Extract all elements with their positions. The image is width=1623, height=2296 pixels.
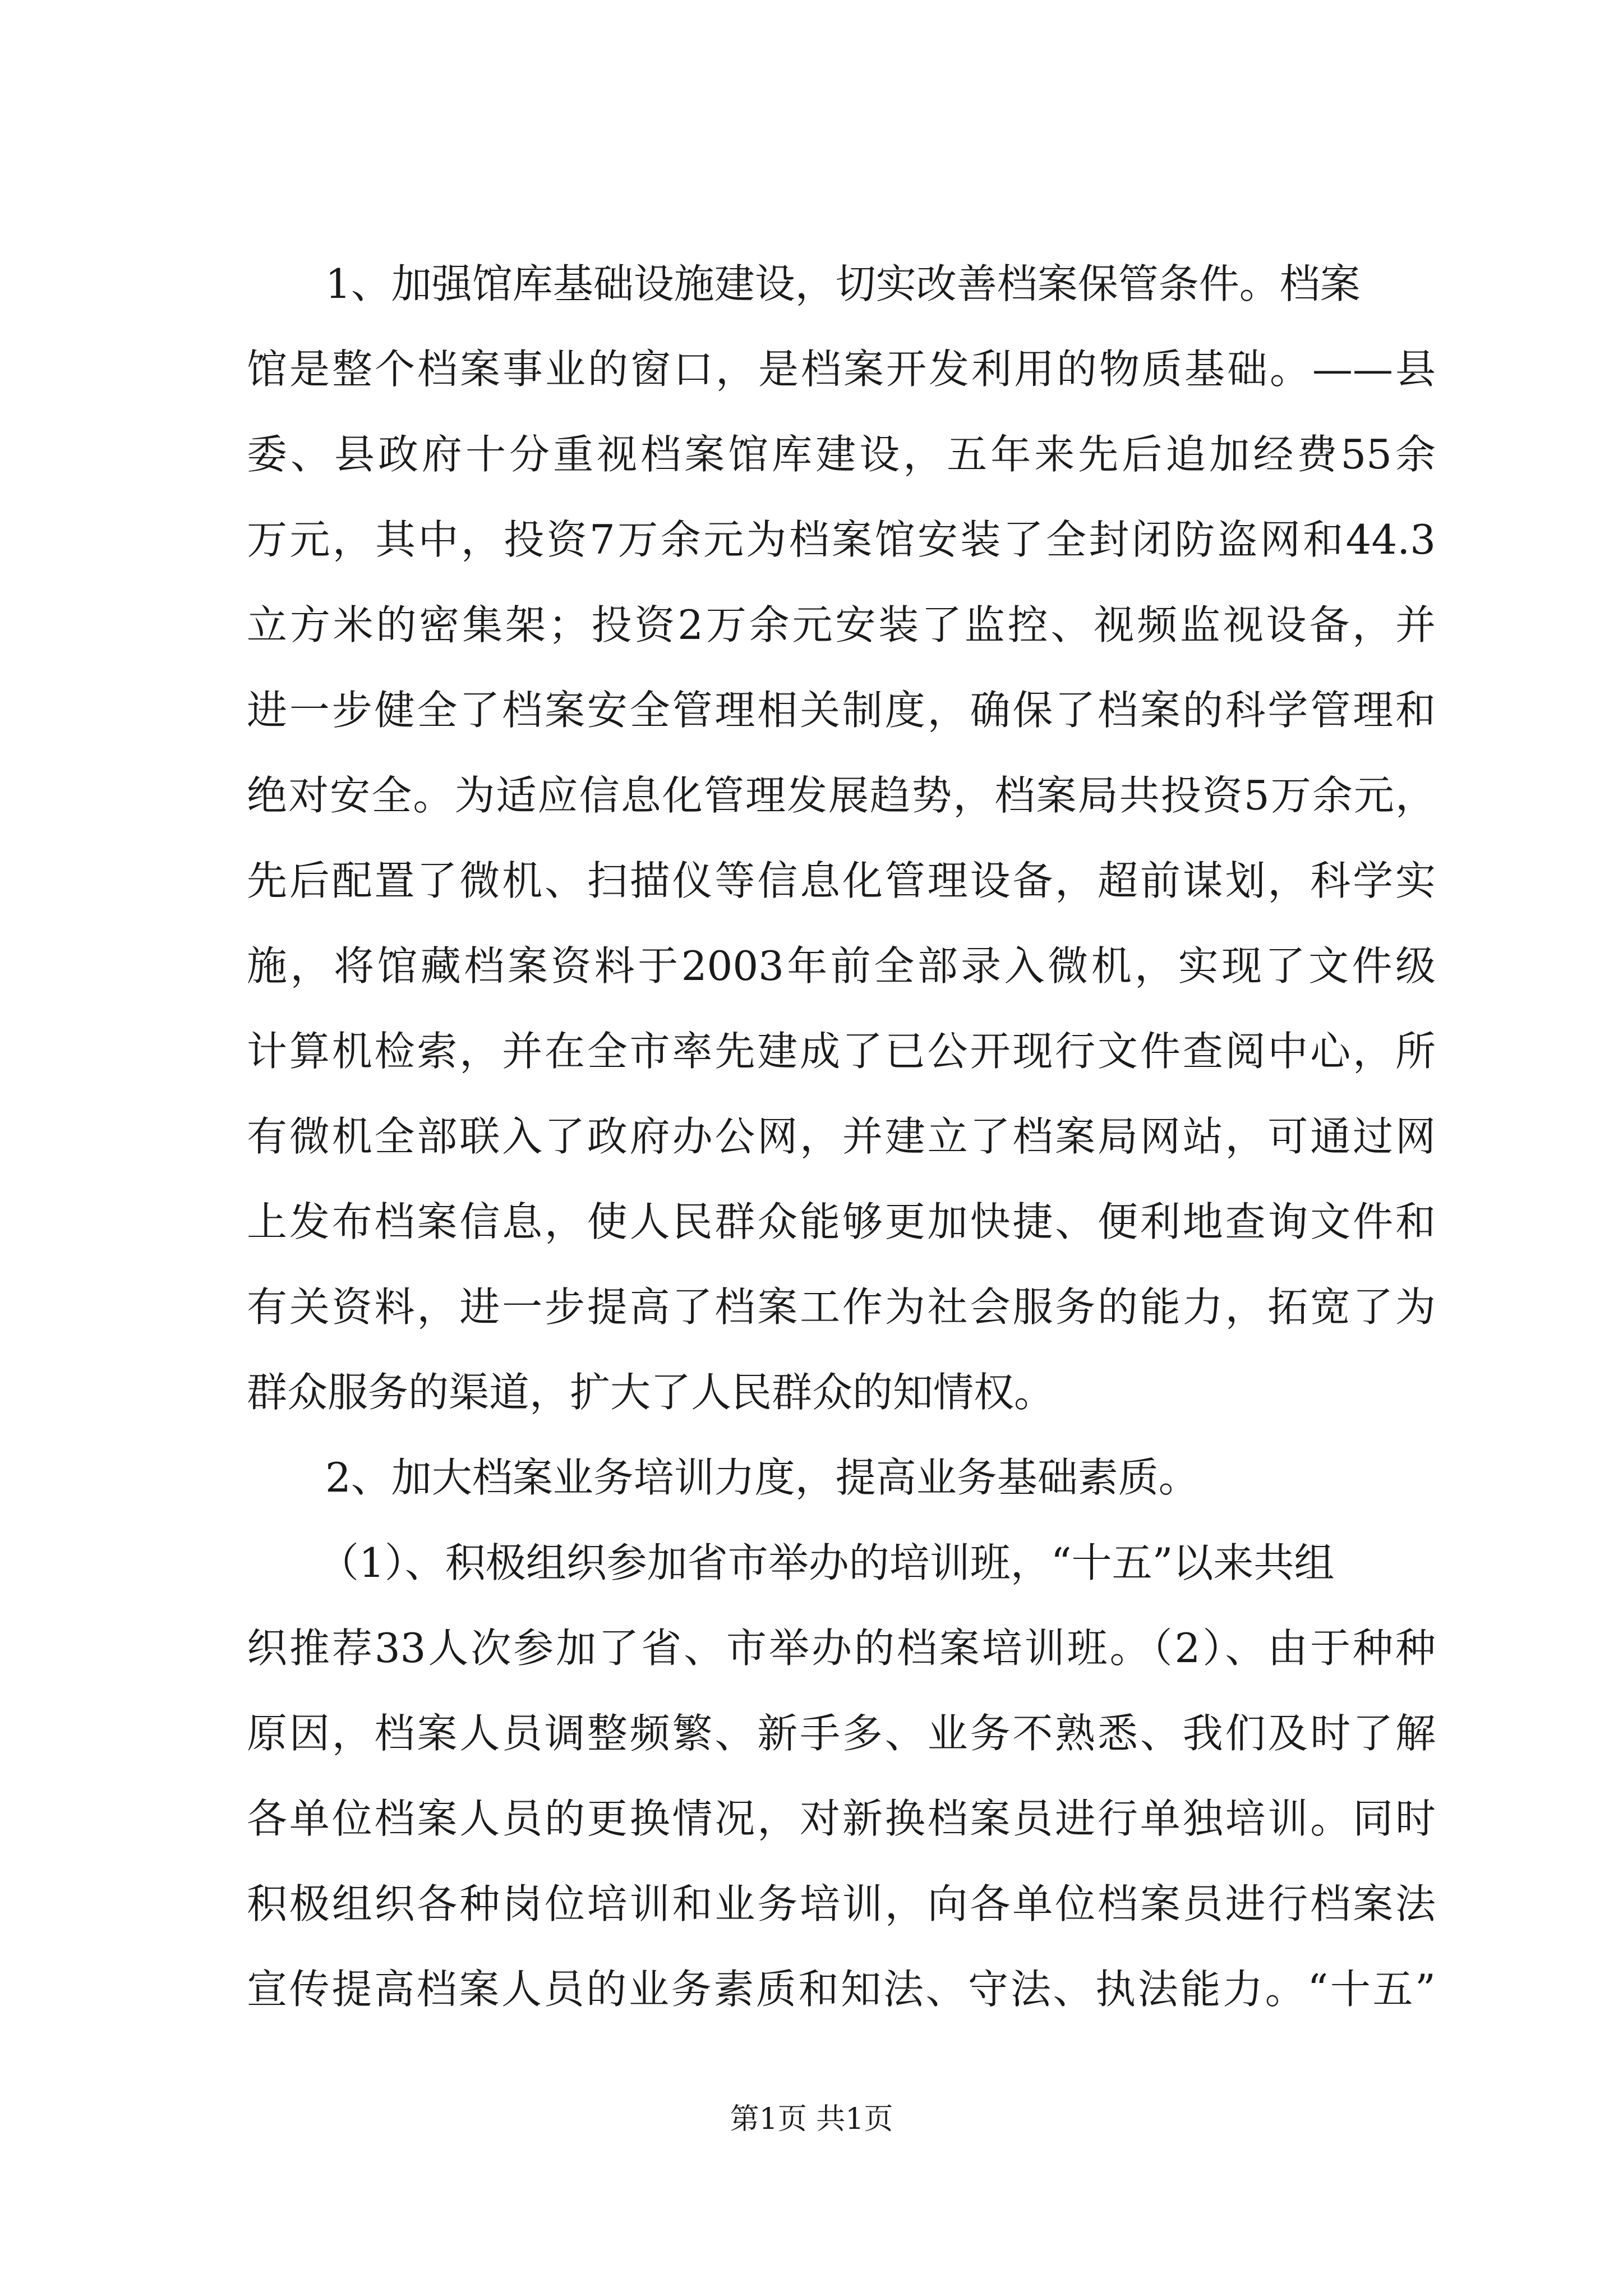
paragraph-1-line-7: 绝对安全。为适应信息化管理发展趋势，档案局共投资5万余元，	[247, 772, 1436, 819]
paragraph-1-line-12: 上发布档案信息，使人民群众能够更加快捷、便利地查询文件和	[247, 1198, 1436, 1245]
paragraph-3-line-2: 织推荐33人次参加了省、市举办的档案培训班。（2）、由于种种	[247, 1625, 1436, 1672]
paragraph-1-line-11: 有微机全部联入了政府办公网，并建立了档案局网站，可通过网	[247, 1113, 1436, 1160]
paragraph-3-line-5: 积极组织各种岗位培训和业务培训，向各单位档案员进行档案法	[247, 1880, 1436, 1927]
page-footer: 第1页 共1页	[730, 2102, 893, 2136]
paragraph-3-line-1: （1）、积极组织参加省市举办的培训班，“十五”以来共组	[319, 1539, 1335, 1586]
paragraph-3-line-6: 宣传提高档案人员的业务素质和知法、守法、执法能力。“十五”	[247, 1966, 1436, 2013]
paragraph-1-line-14: 群众服务的渠道，扩大了人民群众的知情权。	[247, 1369, 1055, 1416]
paragraph-1-line-6: 进一步健全了档案安全管理相关制度，确保了档案的科学管理和	[247, 687, 1436, 734]
paragraph-1-line-2: 馆是整个档案事业的窗口，是档案开发利用的物质基础。——县	[247, 346, 1436, 393]
paragraph-3-line-4: 各单位档案人员的更换情况，对新换档案员进行单独培训。同时	[247, 1795, 1436, 1842]
paragraph-1-line-9: 施，将馆藏档案资料于2003年前全部录入微机，实现了文件级	[247, 942, 1436, 990]
paragraph-1-line-3: 委、县政府十分重视档案馆库建设，五年来先后追加经费55余	[247, 431, 1436, 478]
paragraph-3-line-3: 原因，档案人员调整频繁、新手多、业务不熟悉、我们及时了解	[247, 1710, 1436, 1757]
paragraph-1-line-10: 计算机检索，并在全市率先建成了已公开现行文件查阅中心，所	[247, 1028, 1436, 1075]
paragraph-1-line-1: 1、加强馆库基础设施建设，切实改善档案保管条件。档案	[325, 260, 1361, 307]
paragraph-1-line-5: 立方米的密集架；投资2万余元安装了监控、视频监视设备，并	[247, 601, 1436, 648]
paragraph-2-heading: 2、加大档案业务培训力度，提高业务基础素质。	[325, 1454, 1199, 1501]
paragraph-1-line-13: 有关资料，进一步提高了档案工作为社会服务的能力，拓宽了为	[247, 1283, 1436, 1331]
paragraph-1-line-8: 先后配置了微机、扫描仪等信息化管理设备，超前谋划，科学实	[247, 857, 1436, 904]
paragraph-1-line-4: 万元，其中，投资7万余元为档案馆安装了全封闭防盗网和44.3	[247, 516, 1436, 563]
